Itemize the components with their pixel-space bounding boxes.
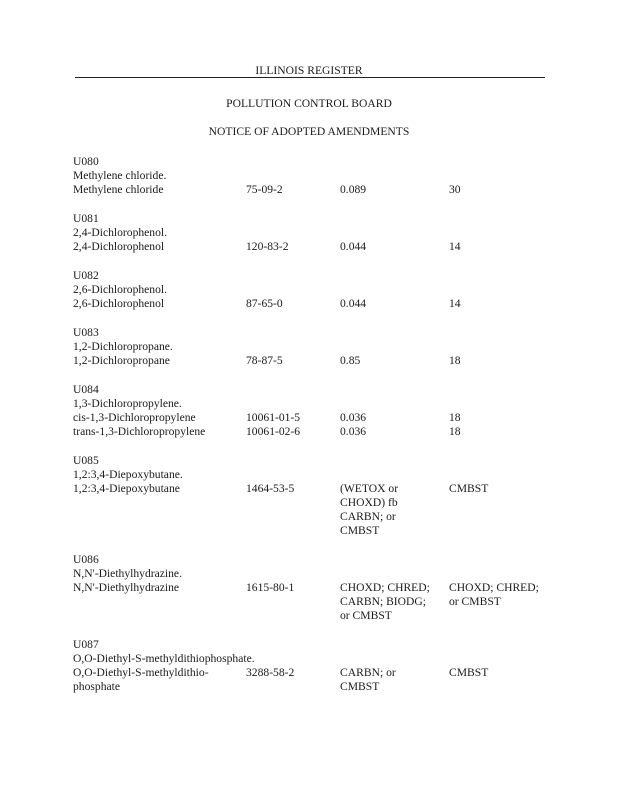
wastewater-standard: CHOXD; CHRED; CARBN; BIODG; or CMBST [340, 581, 430, 622]
nonwastewater-standard: CHOXD; CHRED; or CMBST [449, 581, 539, 608]
waste-name: Methylene chloride. [73, 169, 167, 182]
cas-number: 3288-58-2 [246, 666, 295, 679]
register-title: ILLINOIS REGISTER [255, 64, 363, 77]
waste-code: U083 [73, 326, 99, 339]
waste-entry [73, 212, 553, 254]
wastewater-standard: CARBN; or CMBST [340, 666, 396, 693]
wastewater-standard: 0.036 [340, 411, 367, 424]
waste-entry [73, 454, 553, 538]
waste-entry [73, 553, 553, 623]
waste-entry [73, 269, 553, 311]
waste-code: U081 [73, 212, 99, 225]
constituent-name: trans-1,3-Dichloropropylene [73, 425, 206, 438]
waste-code: U084 [73, 383, 99, 396]
table-row [73, 482, 553, 538]
waste-name: N,N'-Diethylhydrazine. [73, 567, 182, 580]
constituent-name: 2,6-Dichlorophenol [73, 297, 165, 310]
table-row [73, 297, 553, 311]
nonwastewater-standard: CMBST [449, 666, 489, 679]
nonwastewater-standard: 18 [449, 354, 461, 367]
table-row [73, 666, 553, 694]
cas-number: 1615-80-1 [246, 581, 295, 594]
header-rule [75, 77, 545, 78]
table-row [73, 425, 553, 439]
wastewater-standard: (WETOX or CHOXD) fb CARBN; or CMBST [340, 482, 399, 537]
board-title: POLLUTION CONTROL BOARD [226, 97, 392, 110]
waste-entry [73, 638, 553, 694]
cas-number: 87-65-0 [246, 297, 283, 310]
wastewater-standard: 0.85 [340, 354, 361, 367]
table-row [73, 183, 553, 197]
waste-entry [73, 326, 553, 368]
nonwastewater-standard: 18 [449, 411, 461, 424]
waste-code: U086 [73, 553, 99, 566]
cas-number: 10061-01-5 [246, 411, 301, 424]
nonwastewater-standard: 14 [449, 240, 461, 253]
cas-number: 10061-02-6 [246, 425, 301, 438]
waste-code: U087 [73, 638, 99, 651]
cas-number: 75-09-2 [246, 183, 283, 196]
waste-name: 1,3-Dichloropropylene. [73, 397, 182, 410]
wastewater-standard: 0.036 [340, 425, 367, 438]
waste-entry [73, 383, 553, 439]
waste-entry [73, 155, 553, 197]
waste-code: U082 [73, 269, 99, 282]
nonwastewater-standard: 30 [449, 183, 461, 196]
nonwastewater-standard: CMBST [449, 482, 489, 495]
constituent-name: O,O-Diethyl-S-methyldithio- phosphate [73, 666, 209, 693]
waste-code: U080 [73, 155, 99, 168]
waste-name: 1,2-Dichloropropane. [73, 340, 173, 353]
table-row [73, 581, 553, 623]
cas-number: 78-87-5 [246, 354, 283, 367]
cas-number: 120-83-2 [246, 240, 289, 253]
table-row [73, 240, 553, 254]
waste-name: 2,6-Dichlorophenol. [73, 283, 168, 296]
wastewater-standard: 0.044 [340, 240, 367, 253]
waste-code: U085 [73, 454, 99, 467]
constituent-name: 1,2-Dichloropropane [73, 354, 170, 367]
notice-title: NOTICE OF ADOPTED AMENDMENTS [208, 125, 410, 138]
waste-name: 2,4-Dichlorophenol. [73, 226, 168, 239]
constituent-name: 2,4-Dichlorophenol [73, 240, 165, 253]
wastewater-standard: 0.044 [340, 297, 367, 310]
constituent-name: Methylene chloride [73, 183, 164, 196]
table-row [73, 411, 553, 425]
waste-name: O,O-Diethyl-S-methyldithiophosphate. [73, 652, 255, 665]
cas-number: 1464-53-5 [246, 482, 295, 495]
constituent-name: cis-1,3-Dichloropropylene [73, 411, 196, 424]
table-row [73, 354, 553, 368]
nonwastewater-standard: 18 [449, 425, 461, 438]
waste-name: 1,2:3,4-Diepoxybutane. [73, 468, 183, 481]
constituent-name: N,N'-Diethylhydrazine [73, 581, 180, 594]
wastewater-standard: 0.089 [340, 183, 367, 196]
nonwastewater-standard: 14 [449, 297, 461, 310]
constituent-name: 1,2:3,4-Diepoxybutane [73, 482, 180, 495]
